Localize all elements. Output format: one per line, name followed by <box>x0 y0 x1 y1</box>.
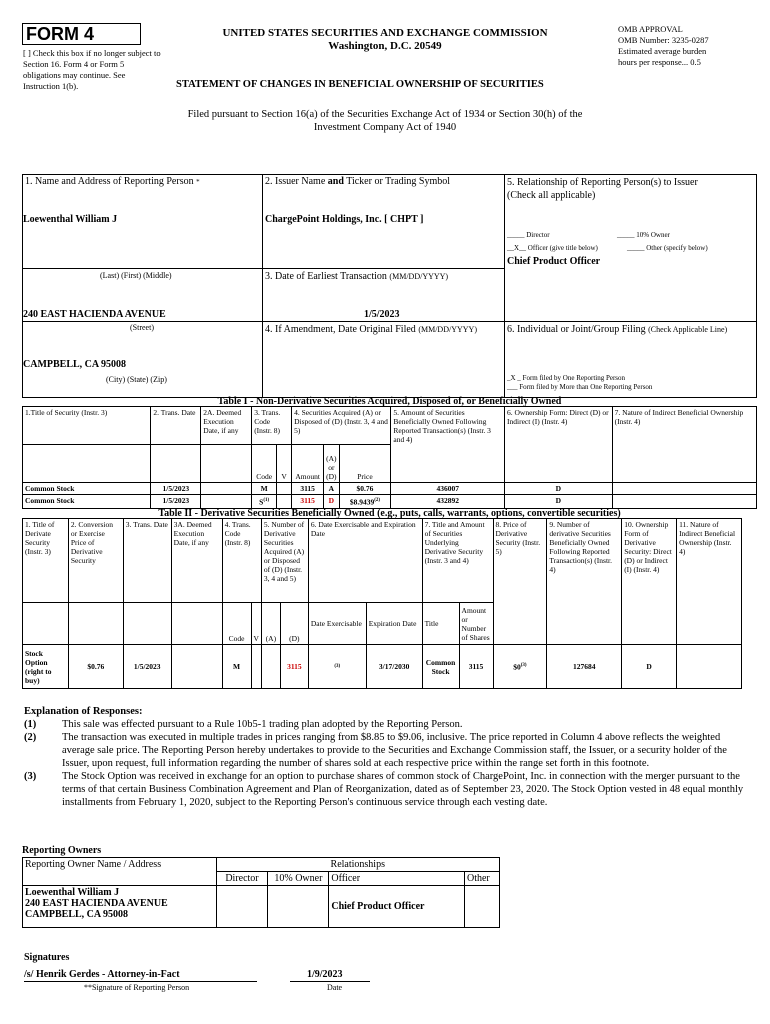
ro-sub-ten: 10% Owner <box>268 872 329 886</box>
ro-name: Loewenthal William J <box>25 887 120 898</box>
t1-sub-price: Price <box>339 445 391 483</box>
t2-r-dprice: $0$^{(3)}$ <box>493 645 547 689</box>
t1-r1-amount: 3115 <box>292 495 324 509</box>
filed-one-person: _X _ Form filed by One Reporting Person <box>507 374 626 382</box>
agency-line2: Washington, D.C. 20549 <box>328 40 442 52</box>
street-address: 240 EAST HACIENDA AVENUE <box>23 309 166 320</box>
t1-r0-title: Common Stock <box>23 483 151 495</box>
t2-sub-title: Title <box>422 603 459 645</box>
other-check: _____ Other (specify below) <box>627 244 708 252</box>
signatures-title: Signatures <box>24 952 70 963</box>
ro-col-rel: Relationships <box>216 858 499 872</box>
t2-h-owned: 9. Number of derivative Securities Beneficially Owned Following Reported Transaction(s) (Instr. 4) <box>547 519 622 645</box>
ro-street: 240 EAST HACIENDA AVENUE <box>25 898 168 909</box>
t2-sub-amount: Amount or Number of Shares <box>459 603 493 645</box>
t2-r-d: 3115 <box>280 645 308 689</box>
box6-label: 6. Individual or Joint/Group Filing (Check Applicable Line) <box>507 324 728 335</box>
omb-line4: hours per response... 0.5 <box>618 57 701 67</box>
t2-h-underlying: 7. Title and Amount of Securities Underlying Derivative Security (Instr. 3 and 4) <box>422 519 493 603</box>
footnote: (1) This sale was effected pursuant to a Rule 10b5-1 trading plan adopted by the Reporting Person. <box>24 719 463 730</box>
city-address: CAMPBELL, CA 95008 <box>23 359 127 370</box>
ro-ten <box>268 886 329 928</box>
ro-sub-officer: Officer <box>329 872 465 886</box>
t2-r-a <box>261 645 280 689</box>
t1-r1-ad: D <box>324 495 339 509</box>
director-check: _____ Director <box>507 231 550 239</box>
t2-r-nature <box>677 645 742 689</box>
t1-r0-date: 1/5/2023 <box>151 483 201 495</box>
t1-r0-code: M <box>252 483 277 495</box>
t1-r1-v <box>277 495 292 509</box>
ro-other <box>464 886 499 928</box>
t1-sub-amount: Amount <box>292 445 324 483</box>
t1-r1-nature <box>612 495 756 509</box>
t1-h-owned: 5. Amount of Securities Beneficially Owned Following Reported Transaction(s) (Instr. 3 and 4) <box>391 407 505 483</box>
reporting-person-name: Loewenthal William J <box>23 214 118 225</box>
footnote: (3) The Stock Option was received in exchange for an option to purchase shares of common stock of ChargePoint, Inc. in connection with the merger pursuant to the terms of that certain Business Combination Agreement and Plan of Reorganization, dated as of September 23, 2020. The Stock Option vested in 48 equal monthly installments from February 1, 2020, subject to the Reporting Person's continuous service through each vesting date. <box>24 771 744 808</box>
t2-h-title: 1. Title of Derivate Security (Instr. 3) <box>23 519 69 603</box>
table1-title: Table I - Non-Derivative Securities Acquired, Disposed of, or Beneficially Owned <box>217 396 562 407</box>
box5-label <box>507 176 752 202</box>
name-parts-label: (Last) (First) (Middle) <box>100 271 172 280</box>
date-label: Date <box>327 983 343 992</box>
t1-r1-title: Common Stock <box>23 495 151 509</box>
officer-title: Chief Product Officer <box>507 256 601 267</box>
earliest-transaction-date: 1/5/2023 <box>364 309 400 320</box>
ro-sub-director: Director <box>216 872 268 886</box>
t1-r0-nature <box>612 483 756 495</box>
t1-r0-ad: A <box>324 483 339 495</box>
t2-sub-v: V <box>251 603 261 645</box>
t2-r-code: M <box>222 645 251 689</box>
t1-r0-deemed <box>201 483 252 495</box>
t2-h-code: 4. Trans. Code (Instr. 8) <box>222 519 261 603</box>
t1-h-securities: 4. Securities Acquired (A) or Disposed of (D) (Instr. 3, 4 and 5) <box>292 407 391 445</box>
footnote: (2) The transaction was executed in multiple trades in prices ranging from $8.85 to $9.06, inclusive. The price reported in Column 4 above reflects the weighted average sale price. The Reporting Person hereby undertakes to provide to the Securities and Exchange Commission staff, the Issuer, or a security holder of the Issuer, upon request, full information regarding the number of shares sold at each respective price within the range set forth in this footnote. <box>24 732 727 769</box>
box1-label: 1. Name and Address of Reporting Person * <box>25 176 200 187</box>
omb-approval <box>618 24 758 68</box>
table-row <box>23 645 742 689</box>
statement-title: STATEMENT OF CHANGES IN BENEFICIAL OWNERSHIP OF SECURITIES <box>176 79 544 90</box>
t2-r-date: 1/5/2023 <box>123 645 171 689</box>
t2-h-price: 2. Conversion or Exercise Price of Derivative Security <box>68 519 123 603</box>
explanation-title: Explanation of Responses: <box>24 706 143 717</box>
t1-r0-price: $0.76 <box>339 483 391 495</box>
t2-sub-code: Code <box>222 603 251 645</box>
t2-sub-d: (D) <box>280 603 308 645</box>
t1-r0-owned: 436007 <box>391 483 505 495</box>
t2-r-u-amount: 3115 <box>459 645 493 689</box>
table-row <box>23 495 757 509</box>
t2-r-form: D <box>622 645 677 689</box>
t1-h-code: 3. Trans. Code (Instr. 8) <box>252 407 292 445</box>
omb-line1: OMB APPROVAL <box>618 24 683 34</box>
t2-r-v <box>251 645 261 689</box>
signature-date: 1/9/2023 <box>307 969 343 980</box>
t1-r1-date: 1/5/2023 <box>151 495 201 509</box>
t2-sub-date-ex: Date Exercisable <box>308 603 366 645</box>
header-grid <box>22 174 757 398</box>
t2-r-owned: 127684 <box>547 645 622 689</box>
signature-label: **Signature of Reporting Person <box>84 983 190 992</box>
t1-r0-form: D <box>505 483 613 495</box>
ro-officer: Chief Product Officer <box>329 886 465 928</box>
t1-r1-form: D <box>505 495 613 509</box>
t1-r1-price: $8.9439$^{(2)}$ <box>339 495 391 509</box>
t2-h-exercisable: 6. Date Exercisable and Expiration Date <box>308 519 422 603</box>
table-row <box>23 483 757 495</box>
filed-line1: Filed pursuant to Section 16(a) of the Securities Exchange Act of 1934 or Section 30(h) of the <box>187 109 583 120</box>
ro-director <box>216 886 268 928</box>
box2-label: 2. Issuer Name and Ticker or Trading Symbol <box>265 176 451 187</box>
ten-pct-check: _____ 10% Owner <box>617 231 670 239</box>
table1 <box>22 406 757 509</box>
t2-sub-a: (A) <box>261 603 280 645</box>
t2-r-exp: 3/17/2030 <box>366 645 422 689</box>
street-label: (Street) <box>130 323 154 332</box>
t1-sub-v: V <box>277 445 292 483</box>
check-box-notice: [ ] Check this box if no longer subject to Section 16. Form 4 or Form 5 obligations may continue. See Instruction 1(b). <box>23 48 161 91</box>
t2-sub-exp: Expiration Date <box>366 603 422 645</box>
t1-h-title: 1.Title of Security (Instr. 3) <box>23 407 151 445</box>
t1-h-deemed: 2A. Deemed Execution Date, if any <box>201 407 252 445</box>
filed-more-persons: ___ Form filed by More than One Reporting Person <box>507 383 653 391</box>
reporting-owners-table <box>22 857 500 928</box>
t2-r-price: $0.76 <box>68 645 123 689</box>
t2-h-form: 10. Ownership Form of Derivative Security: Direct (D) or Indirect (I) (Instr. 4) <box>622 519 677 645</box>
officer-check: __X__ Officer (give title below) <box>507 244 598 252</box>
ro-city: CAMPBELL, CA 95008 <box>25 909 129 920</box>
t1-r1-code: $S^{(1)}$ <box>252 495 277 509</box>
t1-sub-code: Code <box>252 445 277 483</box>
explanation-section <box>24 705 754 809</box>
omb-line3: Estimated average burden <box>618 46 707 56</box>
t1-r1-owned: 432892 <box>391 495 505 509</box>
box5-label-line2: (Check all applicable) <box>507 190 596 201</box>
ro-col-name: Reporting Owner Name / Address <box>23 858 217 872</box>
ro-sub-other: Other <box>464 872 499 886</box>
signature: /s/ Henrik Gerdes - Attorney-in-Fact <box>24 969 180 980</box>
t1-h-form: 6. Ownership Form: Direct (D) or Indirect (I) (Instr. 4) <box>505 407 613 483</box>
t1-h-nature: 7. Nature of Indirect Beneficial Ownership (Instr. 4) <box>612 407 756 483</box>
reporting-owners-title: Reporting Owners <box>22 845 102 856</box>
t1-r1-deemed <box>201 495 252 509</box>
t2-r-title: Stock Option (right to buy) <box>23 645 69 689</box>
t2-r-u-title: Common Stock <box>422 645 459 689</box>
box4-label: 4. If Amendment, Date Original Filed (MM/DD/YYYY) <box>265 324 477 335</box>
t2-h-deemed: 3A. Deemed Execution Date, if any <box>171 519 222 603</box>
table2 <box>22 518 742 689</box>
table2-title: Table II - Derivative Securities Beneficially Owned (e.g., puts, calls, warrants, options, convertible securities) <box>158 508 621 519</box>
issuer-name: ChargePoint Holdings, Inc. [ CHPT ] <box>265 214 424 225</box>
filed-pursuant <box>150 108 620 134</box>
box3-label: 3. Date of Earliest Transaction (MM/DD/YYYY) <box>265 271 449 282</box>
filed-line2: Investment Company Act of 1940 <box>313 122 457 133</box>
agency-header <box>180 27 590 53</box>
t2-h-dprice: 8. Price of Derivative Security (Instr. 5) <box>493 519 547 645</box>
city-label: (City) (State) (Zip) <box>106 375 167 384</box>
box5-label-line1: 5. Relationship of Reporting Person(s) to Issuer <box>507 177 698 188</box>
t1-r0-amount: 3115 <box>292 483 324 495</box>
t1-h-date: 2. Trans. Date <box>151 407 201 445</box>
agency-line1: UNITED STATES SECURITIES AND EXCHANGE COMMISSION <box>222 27 548 39</box>
t1-sub-ad: (A) or (D) <box>324 445 339 483</box>
form-title: FORM 4 <box>22 23 141 45</box>
t2-h-nature: 11. Nature of Indirect Beneficial Ownership (Instr. 4) <box>677 519 742 645</box>
t2-h-date: 3. Trans. Date <box>123 519 171 603</box>
t1-r0-v <box>277 483 292 495</box>
omb-line2: OMB Number: 3235-0287 <box>618 35 709 45</box>
t2-r-date-ex: (3) <box>308 645 366 689</box>
t2-r-deemed <box>171 645 222 689</box>
ro-owner-address <box>23 886 217 928</box>
t2-h-number: 5. Number of Derivative Securities Acquired (A) or Disposed of (D) (Instr. 3, 4 and 5) <box>261 519 308 603</box>
